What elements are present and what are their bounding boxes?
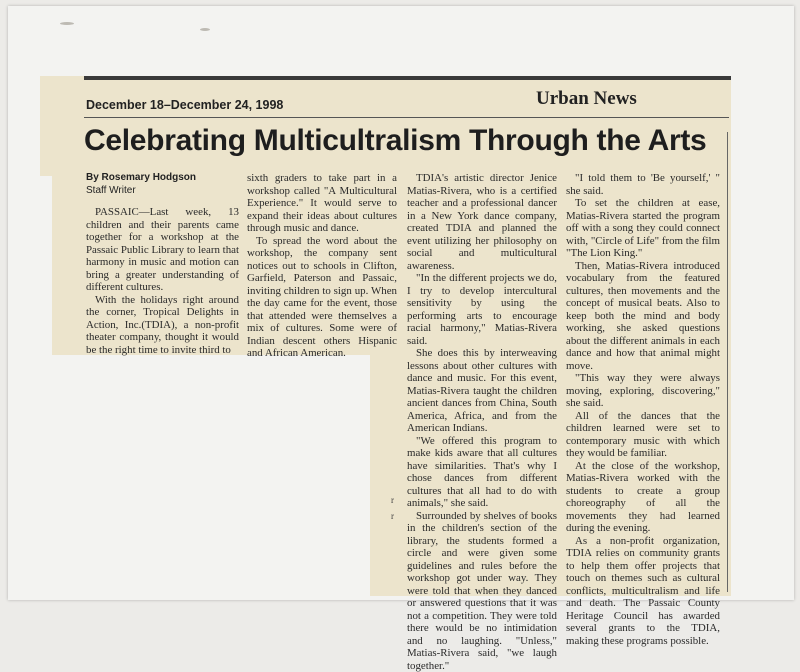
paragraph: All of the dances that the children learned were set to contemporary music with which they would be familiar. [566,410,720,460]
paragraph: "We offered this program to make kids aware that all cultures have similarities. That's why I chose dances from different cultures that all had to do with animals," she said. [407,435,557,510]
paragraph: As a non-profit organization, TDIA relies on community grants to help them offer projects that touch on themes such as cultural conflicts, multicultralism and life and death. The Passaic County Heritage Council has awarded several grants to the TDIA, making these programs possible. [566,535,720,648]
margin-mark: r [391,495,394,505]
paragraph: Then, Matias-Rivera introduced vocabulary from the featured cultures, then movements and the concept of musical beats. Also to keep both the mind and body working, she asked questions about the different animals in each dance and how that animal might move. [566,260,720,373]
paragraph: PASSAIC—Last week, 13 children and their parents came together for a workshop at the Passaic Public Library to learn that harmony in music and motion can bring a greater understanding of different cultures. [86,206,239,294]
paragraph: With the holidays right around the corner, Tropical Delights in Action, Inc.(TDIA), a non-profit theater company, thought it would be the right time to invite third to [86,294,239,357]
byline [86,171,196,197]
paragraph: sixth graders to take part in a workshop called "A Multicultural Experience." It would serve to expand their ideas about cultures through music and dance. [247,172,397,235]
scan-smudge [60,22,74,25]
scan-smudge [200,28,210,31]
column-edge-rule [727,132,728,592]
paragraph: To set the children at ease, Matias-Rivera started the program off with a song they could connect with, "Circle of Life" from the film "The Lion King." [566,197,720,260]
paragraph: To spread the word about the workshop, the company sent notices out to schools in Clifton, Garfield, Paterson and Passaic, inviting children to sign up. When the day came for the event, those that attended were themselves a mix of cultures. Some were of Indian descent others Hispanic and African American. [247,235,397,360]
author-role: Staff Writer [86,184,196,197]
article-column-3 [407,172,557,672]
article-column-4 [566,172,720,647]
section-title: Urban News [536,88,637,110]
article-headline: Celebrating Multicultralism Through the Arts [84,124,744,158]
paragraph: She does this by interweaving lessons about other cultures with dance and music. For this event, Matias-Rivera taught the children ancient dances from China, South America, Africa, and from the American Indians. [407,347,557,435]
paragraph: "In the different projects we do, I try to develop intercultural sensitivity by using the performing arts to encourage racial harmony," Matias-Rivera said. [407,272,557,347]
article-column-2 [247,172,397,360]
top-rule [84,76,731,80]
header-rule [84,117,729,118]
paragraph: TDIA's artistic director Jenice Matias-Rivera, who is a certified teacher and a professional dancer in a New York dance company, created TDIA and planned the event utilizing her philosophy on social and multicultural awareness. [407,172,557,272]
issue-date: December 18–December 24, 1998 [86,98,283,112]
article-column-1 [86,206,239,356]
author-name: By Rosemary Hodgson [86,171,196,184]
paragraph: "This way they were always moving, exploring, discovering," she said. [566,372,720,410]
paragraph: "I told them to 'Be yourself,' " she said. [566,172,720,197]
paragraph: Surrounded by shelves of books in the children's section of the library, the students formed a circle and were given some guidelines and rules before the workshop got under way. They were told that when they danced or answered questions that it was not a competition. They were told there would be no intimidation and no laughing. "Unless," Matias-Rivera said, "we laugh together." [407,510,557,672]
margin-mark: r [391,511,394,521]
paragraph: At the close of the workshop, Matias-Rivera worked with the students to create a group choreography of all the movements they had learned during the evening. [566,460,720,535]
